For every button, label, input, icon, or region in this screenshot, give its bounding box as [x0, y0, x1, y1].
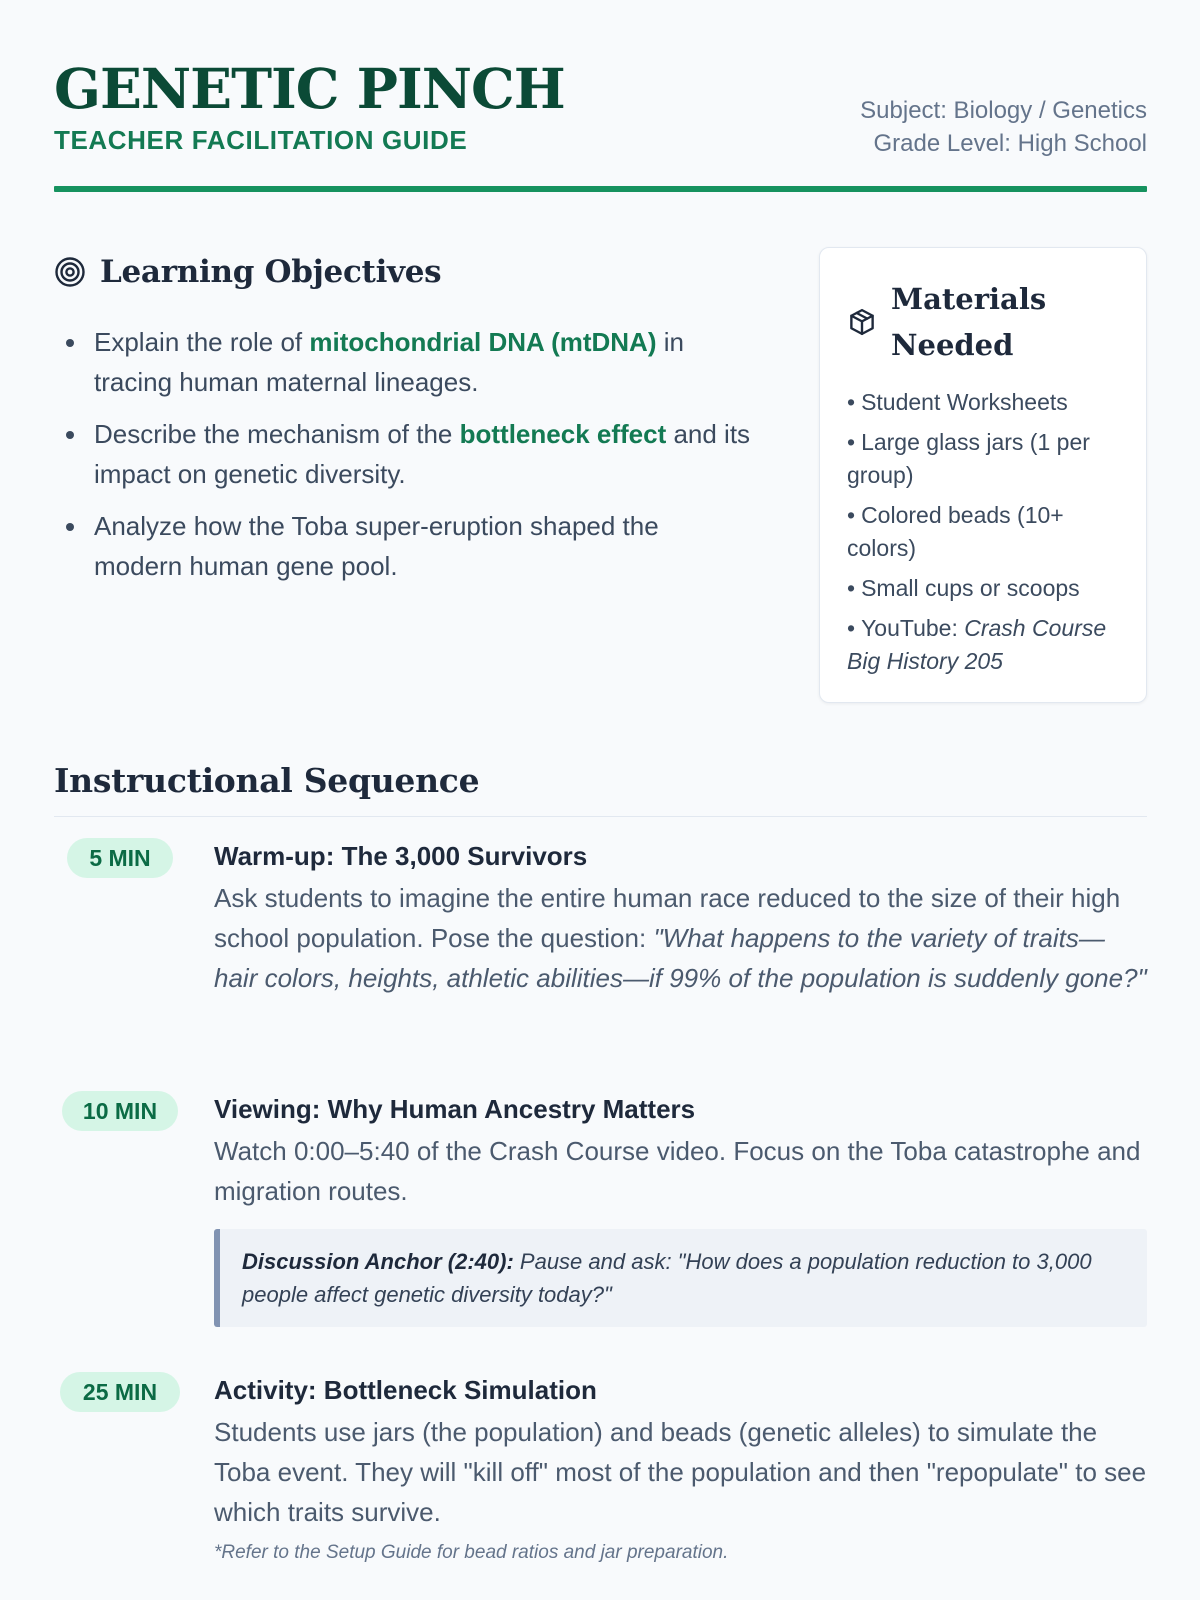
course-meta	[860, 94, 1147, 160]
material-label: Student Worksheets	[861, 389, 1068, 415]
video-title: Crash Course Big History 205	[847, 615, 1107, 674]
page-header	[54, 56, 1147, 192]
objective-key-term: mitochondrial DNA (mtDNA)	[309, 327, 657, 357]
material-item: • Colored beads (10+ colors)	[847, 502, 1064, 561]
step-description: Students use jars (the population) and beads (genetic alleles) to simulate the Toba event. They will "kill off" most of the population and then "repopulate" to see which traits survive.	[214, 1417, 1147, 1527]
objective-item	[54, 414, 754, 494]
objective-text: Describe the mechanism of the	[94, 419, 460, 449]
duration-badge: 10 MIN	[62, 1091, 178, 1131]
instructional-sequence-header	[54, 758, 1147, 817]
objectives-heading-row	[54, 250, 754, 294]
objectives-list	[54, 322, 754, 586]
materials-heading: Materials Needed	[891, 282, 1047, 362]
materials-list	[847, 386, 1120, 678]
sequence-divider	[54, 816, 1147, 817]
material-label: Small cups or scoops	[861, 575, 1080, 601]
step-title: Viewing: Why Human Ancestry Matters	[214, 1094, 696, 1124]
objective-text: in tracing human maternal lineages.	[94, 327, 684, 397]
step-description: Watch 0:00–5:40 of the Crash Course video. Focus on the Toba catastrophe and migration routes.	[214, 1136, 1141, 1206]
discussion-anchor-callout	[214, 1229, 1147, 1327]
objective-key-term: bottleneck effect	[459, 419, 667, 449]
objective-text: Explain the role of	[94, 327, 310, 357]
materials-card	[819, 247, 1147, 703]
material-item: • YouTube: Crash Course Big History 205	[847, 615, 1107, 674]
anchor-label: Discussion Anchor (2:40):	[242, 1249, 514, 1274]
objectives-heading: Learning Objectives	[100, 254, 442, 290]
setup-footnote: *Refer to the Setup Guide for bead ratios and jar preparation.	[214, 1542, 729, 1563]
materials-heading-row	[847, 276, 1120, 368]
package-icon	[847, 307, 877, 337]
page-title: GENETIC PINCH	[54, 56, 565, 121]
step-content	[214, 1091, 1147, 1327]
objective-item	[54, 506, 754, 586]
subject-label: Subject: Biology / Genetics	[860, 97, 1147, 124]
step-content	[214, 838, 1147, 998]
learning-objectives-section	[54, 250, 754, 598]
duration-badge: 5 MIN	[67, 838, 173, 878]
material-item: • Student Worksheets	[847, 389, 1068, 415]
material-item: • Large glass jars (1 per group)	[847, 429, 1090, 488]
objective-text: and its impact on genetic diversity.	[94, 419, 751, 489]
anchor-text: Pause and ask: "How does a population reduction to 3,000 people affect genetic diversity today?"	[242, 1249, 1092, 1307]
step-title: Warm-up: The 3,000 Survivors	[214, 841, 588, 871]
sequence-heading: Instructional Sequence	[54, 761, 480, 800]
target-icon	[54, 256, 86, 288]
page-subtitle: TEACHER FACILITATION GUIDE	[54, 125, 468, 155]
objective-text: Analyze how the Toba super-eruption shaped the modern human gene pool.	[94, 511, 659, 581]
step-content	[214, 1372, 1147, 1566]
step-text: Ask students to imagine the entire human race reduced to the size of their high school population. Pose the question:	[214, 883, 1121, 953]
step-title: Activity: Bottleneck Simulation	[214, 1375, 597, 1405]
material-item: • Small cups or scoops	[847, 575, 1080, 601]
grade-level-label: Grade Level: High School	[873, 130, 1147, 157]
step-description	[214, 878, 1147, 998]
header-divider	[54, 186, 1147, 192]
objective-item	[54, 322, 754, 402]
step-question: "What happens to the variety of traits—hair colors, heights, athletic abilities—if 99% of the population is suddenly gone?"	[214, 923, 1147, 993]
facilitation-guide-page	[54, 0, 1147, 1600]
video-label: YouTube:	[861, 615, 965, 641]
duration-badge: 25 MIN	[60, 1372, 180, 1412]
material-label: Colored beads (10+ colors)	[847, 502, 1064, 561]
material-label: Large glass jars (1 per group)	[847, 429, 1090, 488]
